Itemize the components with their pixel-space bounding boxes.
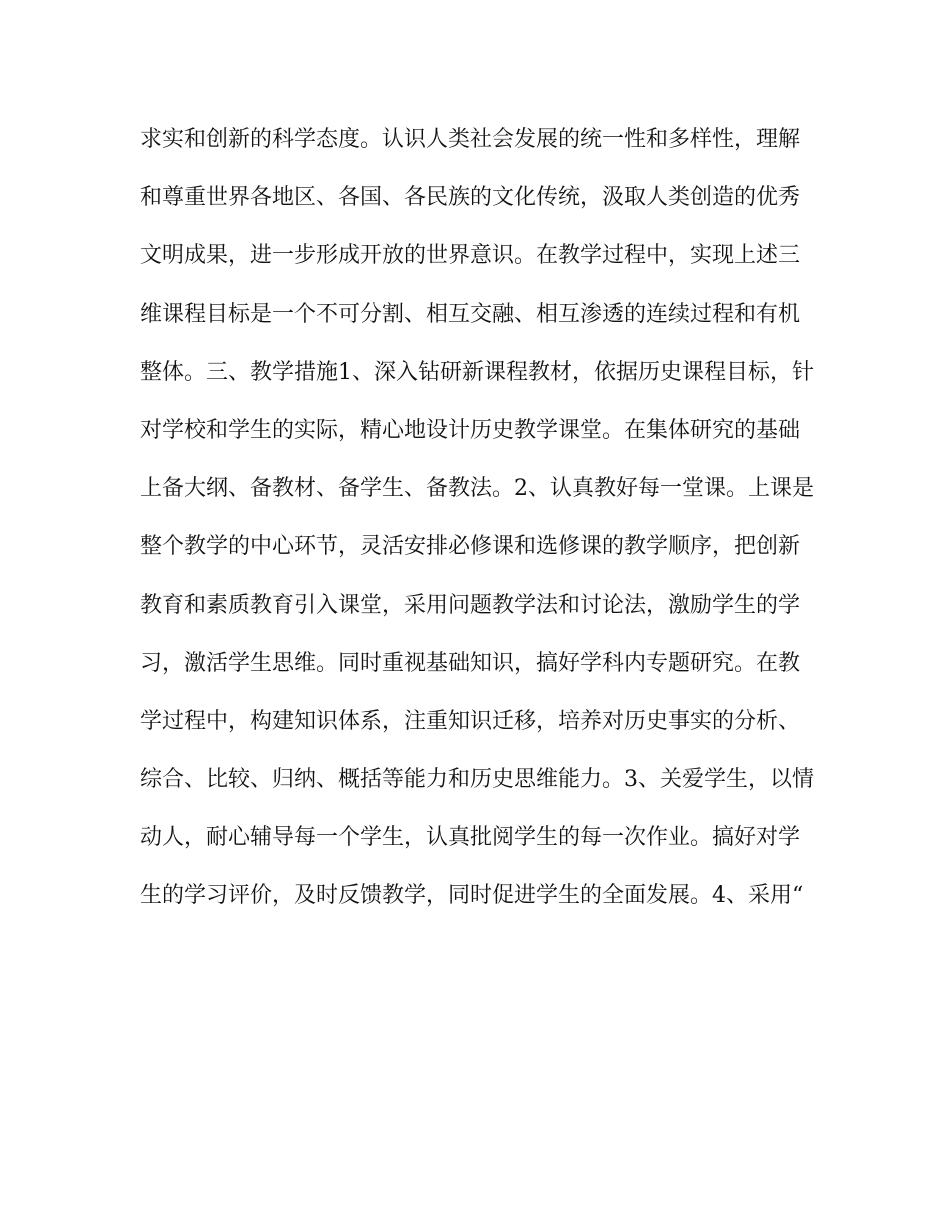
text-line: 综合、比较、归纳、概括等能力和历史思维能力。3、关爱学生，以情: [140, 767, 814, 793]
text-line: 维课程目标是一个不可分割、相互交融、相互渗透的连续过程和有机: [140, 301, 801, 327]
text-line: 习，激活学生思维。同时重视基础知识，搞好学科内专题研究。在教: [140, 650, 801, 676]
text-line: 上备大纲、备教材、备学生、备教法。2、认真教好每一堂课。上课是: [140, 476, 814, 502]
text-line: 对学校和学生的实际，精心地设计历史教学课堂。在集体研究的基础: [140, 417, 801, 443]
text-line: 动人，耐心辅导每一个学生，认真批阅学生的每一次作业。搞好对学: [140, 825, 801, 851]
text-line: 教育和素质教育引入课堂，采用问题教学法和讨论法，激励学生的学: [140, 592, 801, 618]
text-line: 生的学习评价，及时反馈教学，同时促进学生的全面发展。4、采用“: [140, 883, 804, 909]
text-line: 学过程中，构建知识体系，注重知识迁移，培养对历史事实的分析、: [140, 708, 801, 734]
text-line: 文明成果，进一步形成开放的世界意识。在教学过程中，实现上述三: [140, 243, 801, 269]
text-line: 和尊重世界各地区、各国、各民族的文化传统，汲取人类创造的优秀: [140, 185, 801, 211]
text-line: 整体。三、教学措施1、深入钻研新课程教材，依据历史课程目标，针: [140, 359, 814, 385]
body-text: [140, 120, 830, 935]
text-line: 整个教学的中心环节，灵活安排必修课和选修课的教学顺序，把创新: [140, 534, 801, 560]
text-line: 求实和创新的科学态度。认识人类社会发展的统一性和多样性，理解: [140, 127, 801, 152]
